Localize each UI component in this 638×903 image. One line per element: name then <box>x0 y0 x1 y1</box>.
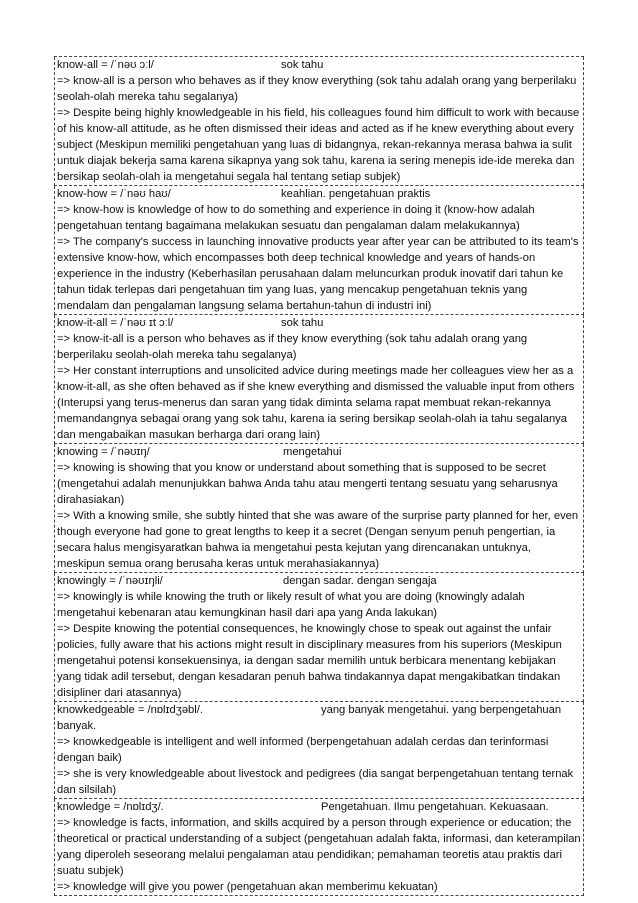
entry-know-all <box>54 57 584 186</box>
example: => Her constant interruptions and unsolicited advice during meetings made her colleagues view her as a know-it-all, as she often behaved as if she knew everything and dismissed the valuable input from others (Interupsi yang terus-menerus dan saran yang tidak diminta selama rapat membuat rekan-rekannya memandangnya sebagai orang yang sok tahu, karena ia sering bersikap seolah-olah ia tahu segalanya dan mengabaikan masukan berharga dari orang lain) <box>57 365 575 441</box>
translation: sok tahu <box>281 59 324 71</box>
term: knowledge = /nɒlɪdʒ/. <box>57 801 164 813</box>
definition: => know-all is a person who behaves as if they know everything (sok tahu adalah orang yang berperilaku seolah-olah mereka tahu segalanya) <box>57 75 577 103</box>
example: => Despite being highly knowledgeable in his field, his colleagues found him difficult to work with because of his know-all attitude, as he often dismissed their ideas and acted as if he knew everything about every subject (Meskipun memiliki pengetahuan yang luas di bidangnya, rekan-rekannya merasa bahwa ia sulit untuk diajak bekerja sama karena sikapnya yang sok tahu, karena ia sering menepis ide-ide mereka dan bersikap seolah-olah ia mengetahui segala hal tentang setiap subjek) <box>57 107 580 183</box>
definition: => knowledge is facts, information, and skills acquired by a person through experience or education; the theoretical or practical understanding of a subject (pengetahuan adalah fakta, informasi, dan keterampilan yang diperoleh seseorang melalui pengalaman atau pendidikan; pemahaman teoretis atau praktis dari suatu subjek) <box>57 817 581 877</box>
entry-heading <box>57 186 581 202</box>
term: know-all = /ˈnəʊ ɔːl/ <box>57 59 154 71</box>
entry-heading <box>57 702 581 734</box>
entry-heading <box>57 573 581 589</box>
vocabulary-table <box>54 56 584 896</box>
entry-knowledge <box>54 799 584 896</box>
translation: keahlian. pengetahuan praktis <box>281 188 431 200</box>
entry-knowingly <box>54 573 584 702</box>
term: knowkedgeable = /nɒlɪdʒəbl/. <box>57 704 203 716</box>
translation: mengetahui <box>283 446 342 458</box>
entry-heading <box>57 57 581 73</box>
translation: yang banyak mengetahui. yang berpengetahuan banyak. <box>57 704 562 732</box>
example: => she is very knowledgeable about livestock and pedigrees (dia sangat berpengetahuan tentang ternak dan silsilah) <box>57 768 574 796</box>
example: => With a knowing smile, she subtly hinted that she was aware of the surprise party planned for her, even though everyone had gone to great lengths to keep it a secret (Dengan senyum penuh pengertian, ia secara halus mengisyaratkan bahwa ia mengetahui pesta kejutan yang direncanakan untuknya, meskipun semua orang berusaha keras untuk merahasiakannya) <box>57 510 579 570</box>
definition: => know-how is knowledge of how to do something and experience in doing it (know-how adalah pengetahuan tentang bagaimana melakukan sesuatu dan pengalaman dalam melakukannya) <box>57 204 535 232</box>
translation: Pengetahuan. Ilmu pengetahuan. Kekuasaan. <box>321 801 549 813</box>
definition: => knowkedgeable is intelligent and well informed (berpengetahuan adalah cerdas dan terinformasi dengan baik) <box>57 736 549 764</box>
term: knowingly = /ˈnəʊɪŋli/ <box>57 575 163 587</box>
entry-knowkedgeable <box>54 702 584 799</box>
term: know-it-all = /ˈnəʊ ɪt ɔːl/ <box>57 317 174 329</box>
entry-heading <box>57 799 581 815</box>
entry-heading <box>57 315 581 331</box>
example: => Despite knowing the potential consequences, he knowingly chose to speak out against the unfair policies, fully aware that his actions might result in disciplinary measures from his superiors (Meskipun mengetahui potensi konsekuensinya, ia dengan sadar memilih untuk berbicara menentang kebijakan yang tidak adil tersebut, dengan kesadaran penuh bahwa tindakannya dapat mengakibatkan tindakan disipliner dari atasannya) <box>57 623 562 699</box>
term: know-how = /ˈnəʊ haʊ/ <box>57 188 171 200</box>
definition: => know-it-all is a person who behaves as if they know everything (sok tahu adalah orang yang berperilaku seolah-olah mereka tahu segalanya) <box>57 333 528 361</box>
translation: sok tahu <box>281 317 324 329</box>
entry-knowing <box>54 444 584 573</box>
entry-know-how <box>54 186 584 315</box>
example: => The company's success in launching innovative products year after year can be attributed to its team's extensive know-how, which encompasses both deep technical knowledge and years of hands-on experience in the industry (Keberhasilan perusahaan dalam meluncurkan produk inovatif dari tahun ke tahun tidak terlepas dari pengetahuan tim yang luas, yang mencakup pengetahuan teknis yang mendalam dan pengalaman langsung selama bertahun-tahun di industri ini) <box>57 236 579 312</box>
example: => knowledge will give you power (pengetahuan akan memberimu kekuatan) <box>57 881 438 893</box>
entry-know-it-all <box>54 315 584 444</box>
definition: => knowing is showing that you know or understand about something that is supposed to be secret (mengetahui adalah menunjukkan bahwa Anda tahu atau mengerti tentang sesuatu yang seharusnya dirahasiakan) <box>57 462 558 506</box>
entry-heading <box>57 444 581 460</box>
translation: dengan sadar. dengan sengaja <box>283 575 437 587</box>
term: knowing = /ˈnəʊɪŋ/ <box>57 446 150 458</box>
definition: => knowingly is while knowing the truth or likely result of what you are doing (knowingly adalah mengetahui kebenaran atau kemungkinan hasil dari apa yang Anda lakukan) <box>57 591 525 619</box>
